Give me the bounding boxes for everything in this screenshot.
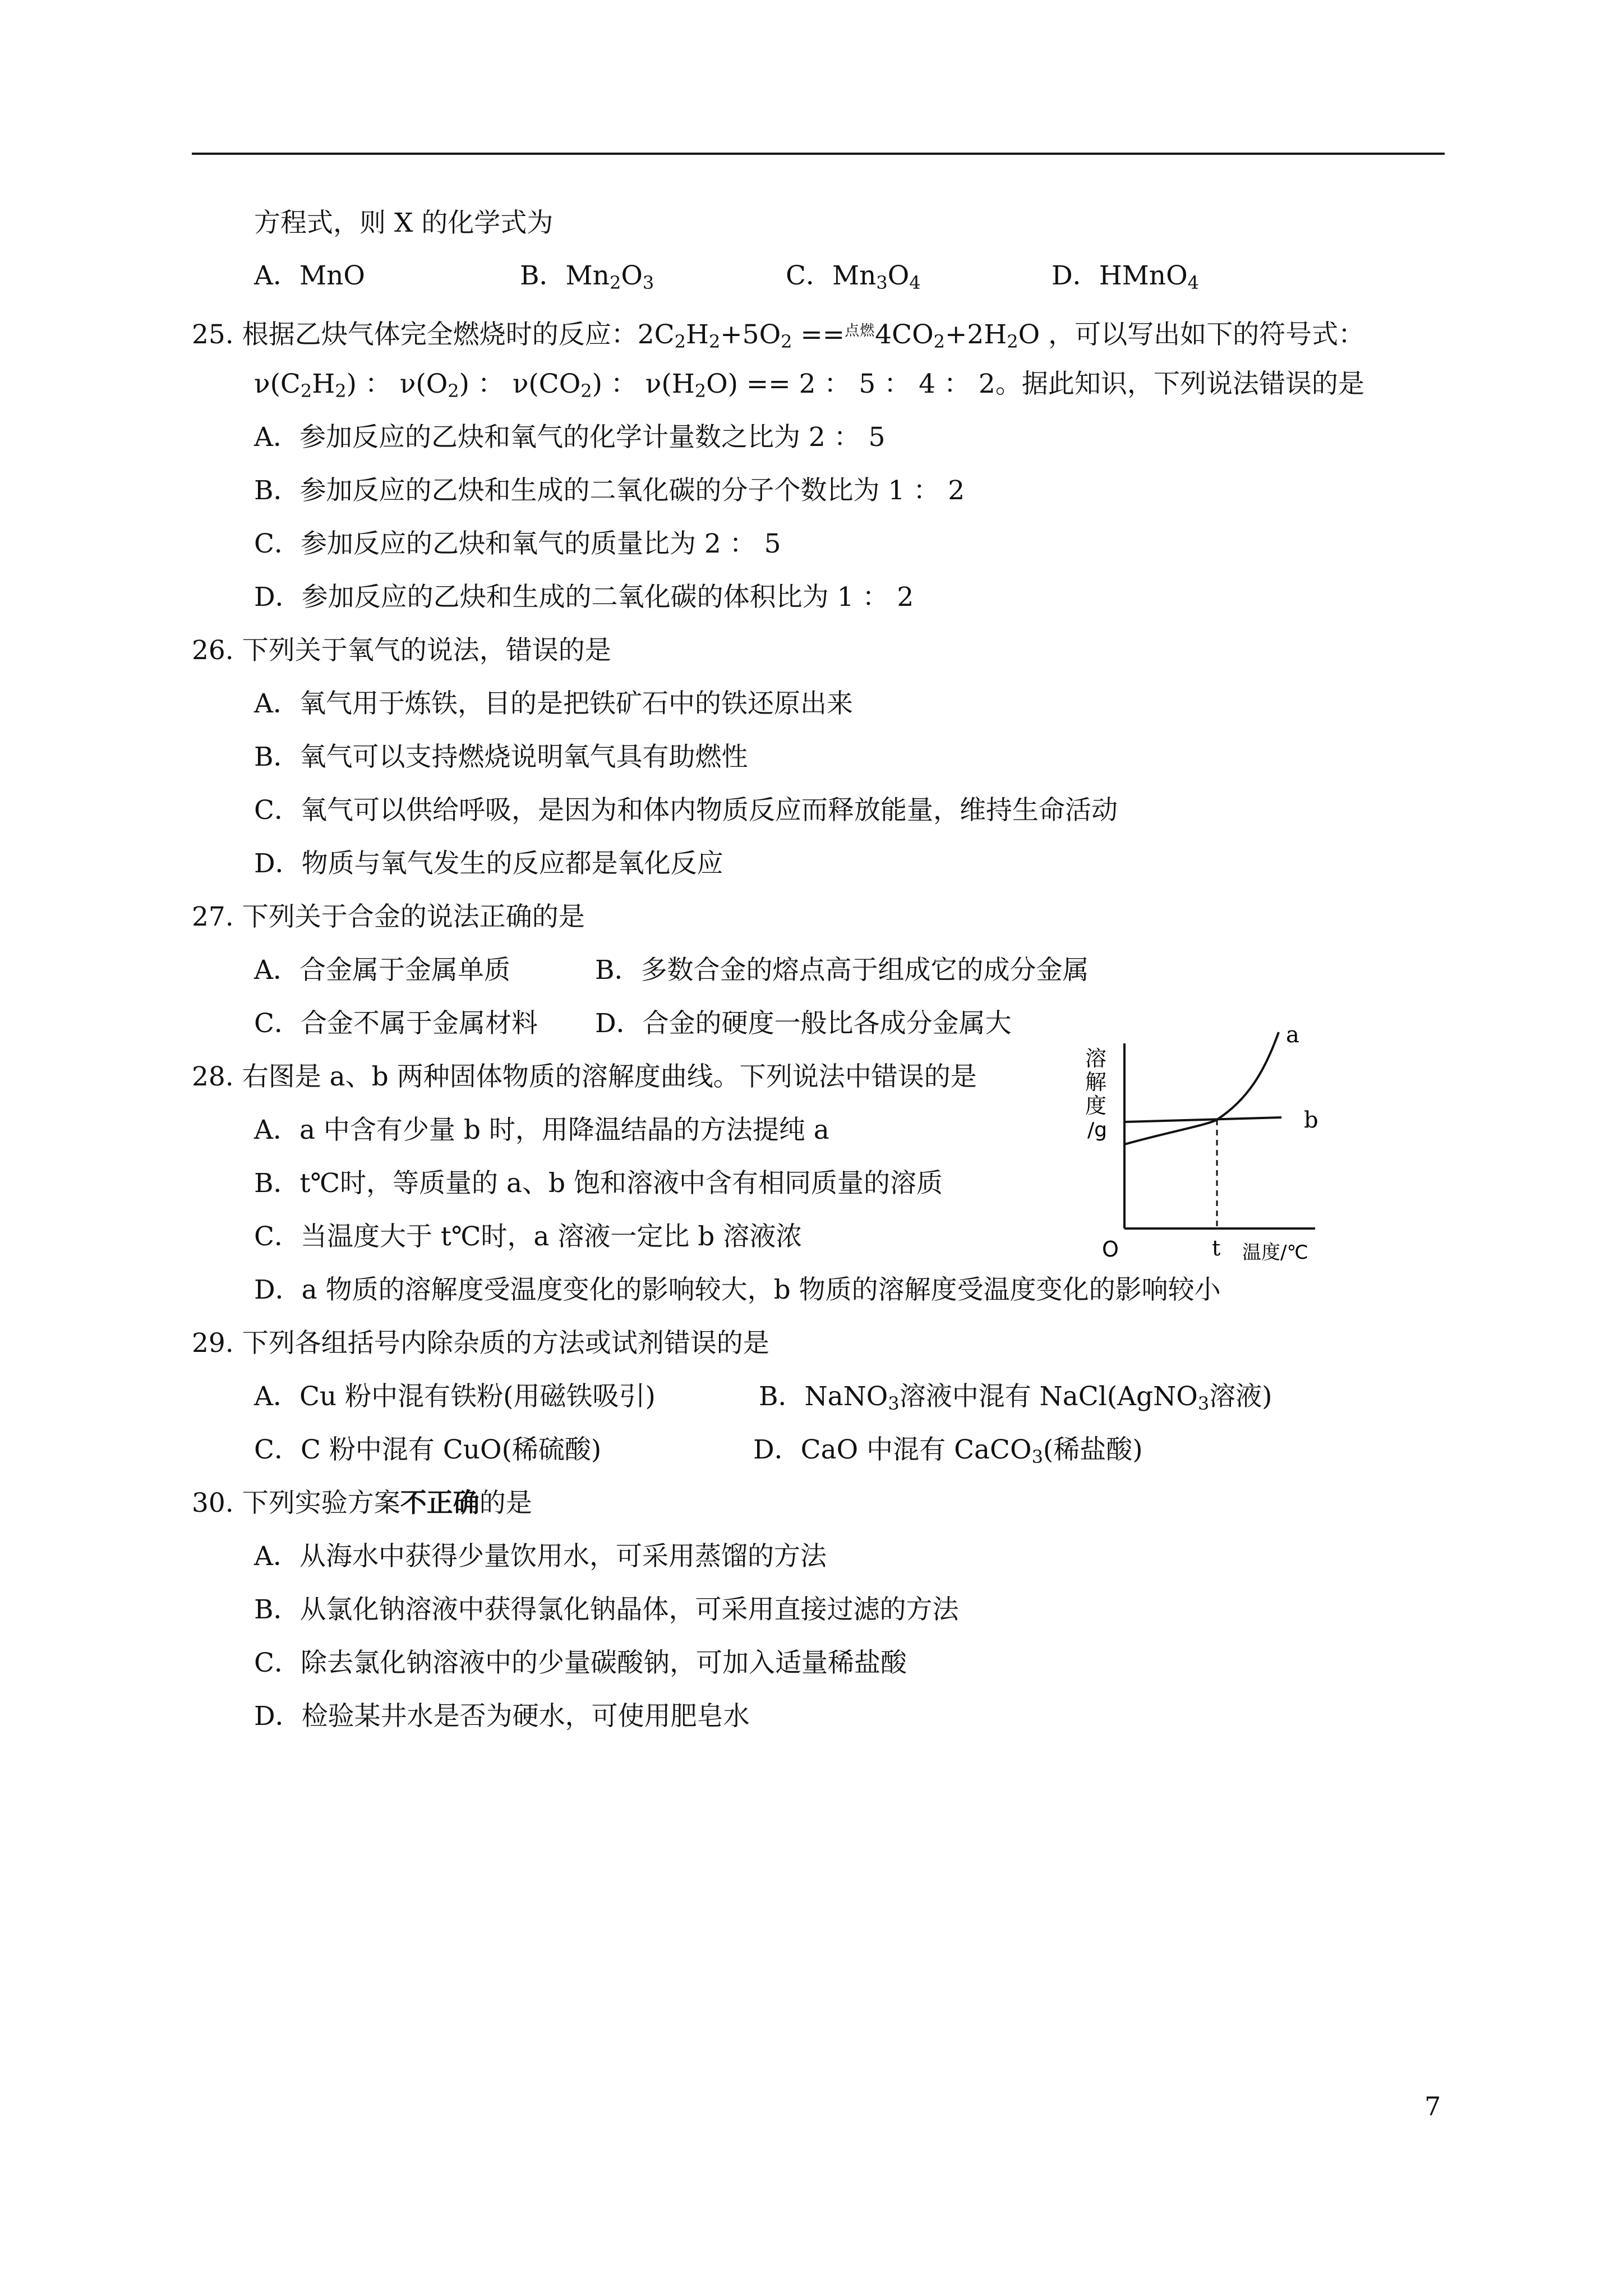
q24-options (254, 259, 1317, 293)
q27-options-cd (254, 1007, 1012, 1041)
q26-option-c: C．氧气可以供给呼吸，是因为和体内物质反应而释放能量，维持生命活动 (254, 795, 1118, 826)
q24-option-d: D．HMnO$_4$ (1052, 260, 1199, 293)
q30-option-a: A．从海水中获得少量饮用水，可采用蒸馏的方法 (254, 1541, 827, 1572)
series-b-label: b (1304, 1107, 1318, 1133)
q27-option-b: B．多数合金的熔点高于组成它的成分金属 (595, 955, 1089, 986)
q29-option-d: D．CaO 中混有 CaCO$_3$(稀盐酸) (753, 1434, 1143, 1467)
reaction-condition: 点燃 (845, 323, 875, 339)
series-a-label: a (1286, 1022, 1299, 1048)
header-rule (192, 153, 1445, 155)
q30-option-b: B．从氯化钠溶液中获得氯化钠晶体，可采用直接过滤的方法 (254, 1594, 959, 1625)
q30-stem: 30. 下列实验方案不正确的是 (192, 1488, 532, 1519)
y-axis-label-2: 解 (1085, 1070, 1107, 1094)
series-b-line (1124, 1117, 1281, 1122)
q24-option-c: C．$Mn_3O_4$ (786, 260, 921, 293)
q25-option-c: C．参加反应的乙炔和氧气的质量比为 2 ： 5 (254, 528, 781, 559)
q25-ratio-line: $\nu(C_2H_2)$ ： $\nu(O_2)$ ： $\nu(CO_2)$ ： $\nu(H_2O) == 2$ ： 5 ： 4 ： 2。据此知识，下列说法错误的是 (254, 369, 1364, 402)
solubility-curve-chart (1080, 1021, 1343, 1268)
q28-option-a: A．a 中含有少量 b 时，用降温结晶的方法提纯 a (254, 1115, 829, 1145)
q25-option-a: A．参加反应的乙炔和氧气的化学计量数之比为 2 ： 5 (254, 422, 886, 453)
x-axis-label: 温度/℃ (1242, 1241, 1308, 1264)
q28-option-c: C．当温度大于 t℃时，a 溶液一定比 b 溶液浓 (254, 1221, 803, 1252)
q24-option-b: B．$Mn_2O_3$ (520, 260, 654, 293)
q30-option-d: D．检验某井水是否为硬水，可使用肥皂水 (254, 1701, 750, 1732)
q30-option-c: C．除去氯化钠溶液中的少量碳酸钠，可加入适量稀盐酸 (254, 1648, 907, 1678)
q27-option-c: C．合金不属于金属材料 (254, 1008, 538, 1039)
q27-options-ab (254, 954, 1089, 987)
y-axis-label-3: 度 (1085, 1093, 1107, 1118)
q27-option-d: D．合金的硬度一般比各成分金属大 (595, 1008, 1012, 1039)
q29-option-b: B．NaNO$_3$溶液中混有 NaCl(AgNO$_3$溶液) (759, 1381, 1272, 1414)
q26-option-a: A．氧气用于炼铁，目的是把铁矿石中的铁还原出来 (254, 688, 853, 719)
q24-stem: 方程式，则 X 的化学式为 (254, 208, 554, 238)
q27-stem: 27. 下列关于合金的说法正确的是 (192, 901, 585, 932)
q28-option-b: B．t℃时，等质量的 a、b 饱和溶液中含有相同质量的溶质 (254, 1168, 943, 1199)
origin-label: O (1102, 1237, 1119, 1262)
q26-option-b: B．氧气可以支持燃烧说明氧气具有助燃性 (254, 742, 748, 772)
q29-stem: 29. 下列各组括号内除杂质的方法或试剂错误的是 (192, 1328, 769, 1359)
q25-option-d: D．参加反应的乙炔和生成的二氧化碳的体积比为 1 ： 2 (254, 582, 914, 613)
q28-stem: 28. 右图是 a、b 两种固体物质的溶解度曲线。下列说法中错误的是 (192, 1061, 977, 1092)
q25-option-b: B．参加反应的乙炔和生成的二氧化碳的分子个数比为 1 ： 2 (254, 475, 965, 506)
x-tick-t: t (1212, 1236, 1221, 1260)
page-number: 7 (1424, 2091, 1441, 2122)
q29-options-cd (254, 1433, 1143, 1467)
y-axis-label-1: 溶 (1085, 1046, 1107, 1071)
y-axis-label-unit: /g (1087, 1119, 1107, 1142)
q29-options-ab (254, 1380, 1272, 1414)
series-a-curve (1124, 1032, 1279, 1144)
q24-option-a: A．MnO (254, 260, 365, 291)
q26-option-d: D．物质与氧气发生的反应都是氧化反应 (254, 848, 723, 879)
q27-option-a: A．合金属于金属单质 (254, 955, 510, 986)
q26-stem: 26. 下列关于氧气的说法，错误的是 (192, 635, 611, 666)
q29-option-c: C．C 粉中混有 CuO(稀硫酸) (254, 1434, 602, 1465)
q25-stem: 25. 根据乙炔气体完全燃烧时的反应：$2C_2H_2+5O_2 ==^{点燃}4CO_2+2H_2O$ ，可以写出如下的符号式： (192, 319, 1365, 352)
q29-option-a: A．Cu 粉中混有铁粉(用磁铁吸引) (254, 1381, 656, 1412)
q28-option-d: D．a 物质的溶解度受温度变化的影响较大，b 物质的溶解度受温度变化的影响较小 (254, 1274, 1221, 1305)
